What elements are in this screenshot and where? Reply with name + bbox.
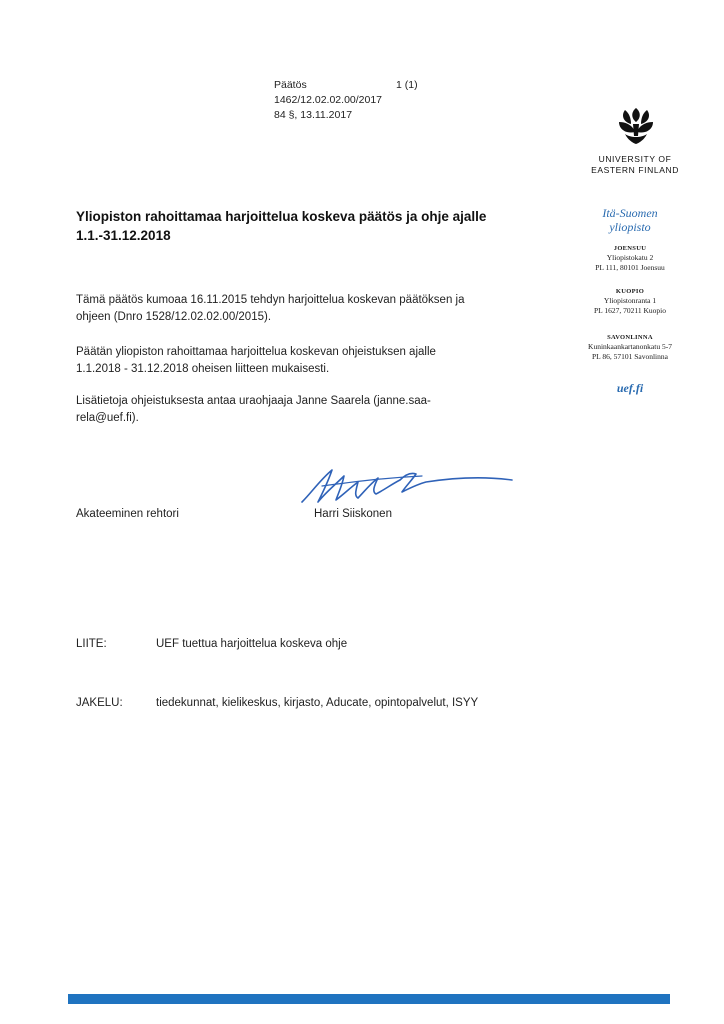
- title-line1: Yliopiston rahoittamaa harjoittelua koskeva päätös ja ohje ajalle: [76, 209, 487, 224]
- tagline: [560, 206, 700, 234]
- paragraph-contact: [76, 393, 536, 427]
- attachment-value: UEF tuettua harjoittelua koskeva ohje: [156, 638, 348, 650]
- paragraph-line: Päätän yliopiston rahoittamaa harjoittelua koskevan ohjeistuksen ajalle: [76, 346, 436, 358]
- campus-street: Kuninkaankartanonkatu 5-7: [588, 342, 672, 351]
- paragraph-line: ohjeen (Dnro 1528/12.02.02.00/2015).: [76, 311, 272, 323]
- footer-bar: [68, 994, 670, 1004]
- university-logo-icon: [611, 100, 661, 150]
- university-name: [580, 154, 690, 176]
- paragraph-decision: [76, 344, 536, 378]
- signatory-name: Harri Siiskonen: [314, 508, 392, 520]
- campus-city: KUOPIO: [615, 288, 645, 295]
- campus-city: SAVONLINNA: [607, 334, 653, 341]
- university-name-line2: EASTERN FINLAND: [591, 165, 679, 175]
- tagline-line2: yliopisto: [609, 220, 651, 234]
- reference-number: 1462/12.02.02.00/2017: [274, 94, 383, 106]
- paragraph-line: 1.1.2018 - 31.12.2018 oheisen liitteen mukaisesti.: [76, 363, 330, 375]
- campus-postal: PL 111, 80101 Joensuu: [595, 263, 665, 272]
- paragraph-line: Tämä päätös kumoaa 16.11.2015 tehdyn harjoittelua koskevan päätöksen ja: [76, 294, 465, 306]
- title-line2: 1.1.-31.12.2018: [76, 228, 171, 243]
- campus-kuopio: [560, 287, 700, 316]
- university-name-line1: UNIVERSITY OF: [598, 154, 672, 164]
- paragraph-line: rela@uef.fi).: [76, 412, 139, 424]
- website-link[interactable]: uef.fi: [616, 381, 644, 395]
- page-number: 1 (1): [396, 79, 418, 91]
- campus-joensuu: [560, 244, 700, 273]
- paragraph-revocation: [76, 292, 536, 326]
- campus-street: Yliopistokatu 2: [606, 253, 654, 262]
- campus-postal: PL 86, 57101 Savonlinna: [592, 352, 668, 361]
- signatory-role: Akateeminen rehtori: [76, 508, 179, 520]
- attachment-label: LIITE:: [76, 638, 107, 650]
- distribution-label: JAKELU:: [76, 697, 123, 709]
- campus-city: JOENSUU: [613, 245, 647, 252]
- section-date: 84 §, 13.11.2017: [274, 109, 353, 121]
- paragraph-line: Lisätietoja ohjeistuksesta antaa uraohjaaja Janne Saarela (janne.saa-: [76, 395, 431, 407]
- tagline-line1: Itä-Suomen: [602, 206, 658, 220]
- campus-postal: PL 1627, 70211 Kuopio: [594, 306, 666, 315]
- document-title: [76, 207, 546, 245]
- campus-street: Yliopistonranta 1: [603, 296, 657, 305]
- distribution-value: tiedekunnat, kielikeskus, kirjasto, Aducate, opintopalvelut, ISYY: [156, 697, 479, 709]
- document-type: Päätös: [274, 79, 307, 91]
- campus-savonlinna: [560, 333, 700, 362]
- handwritten-signature: [292, 462, 522, 510]
